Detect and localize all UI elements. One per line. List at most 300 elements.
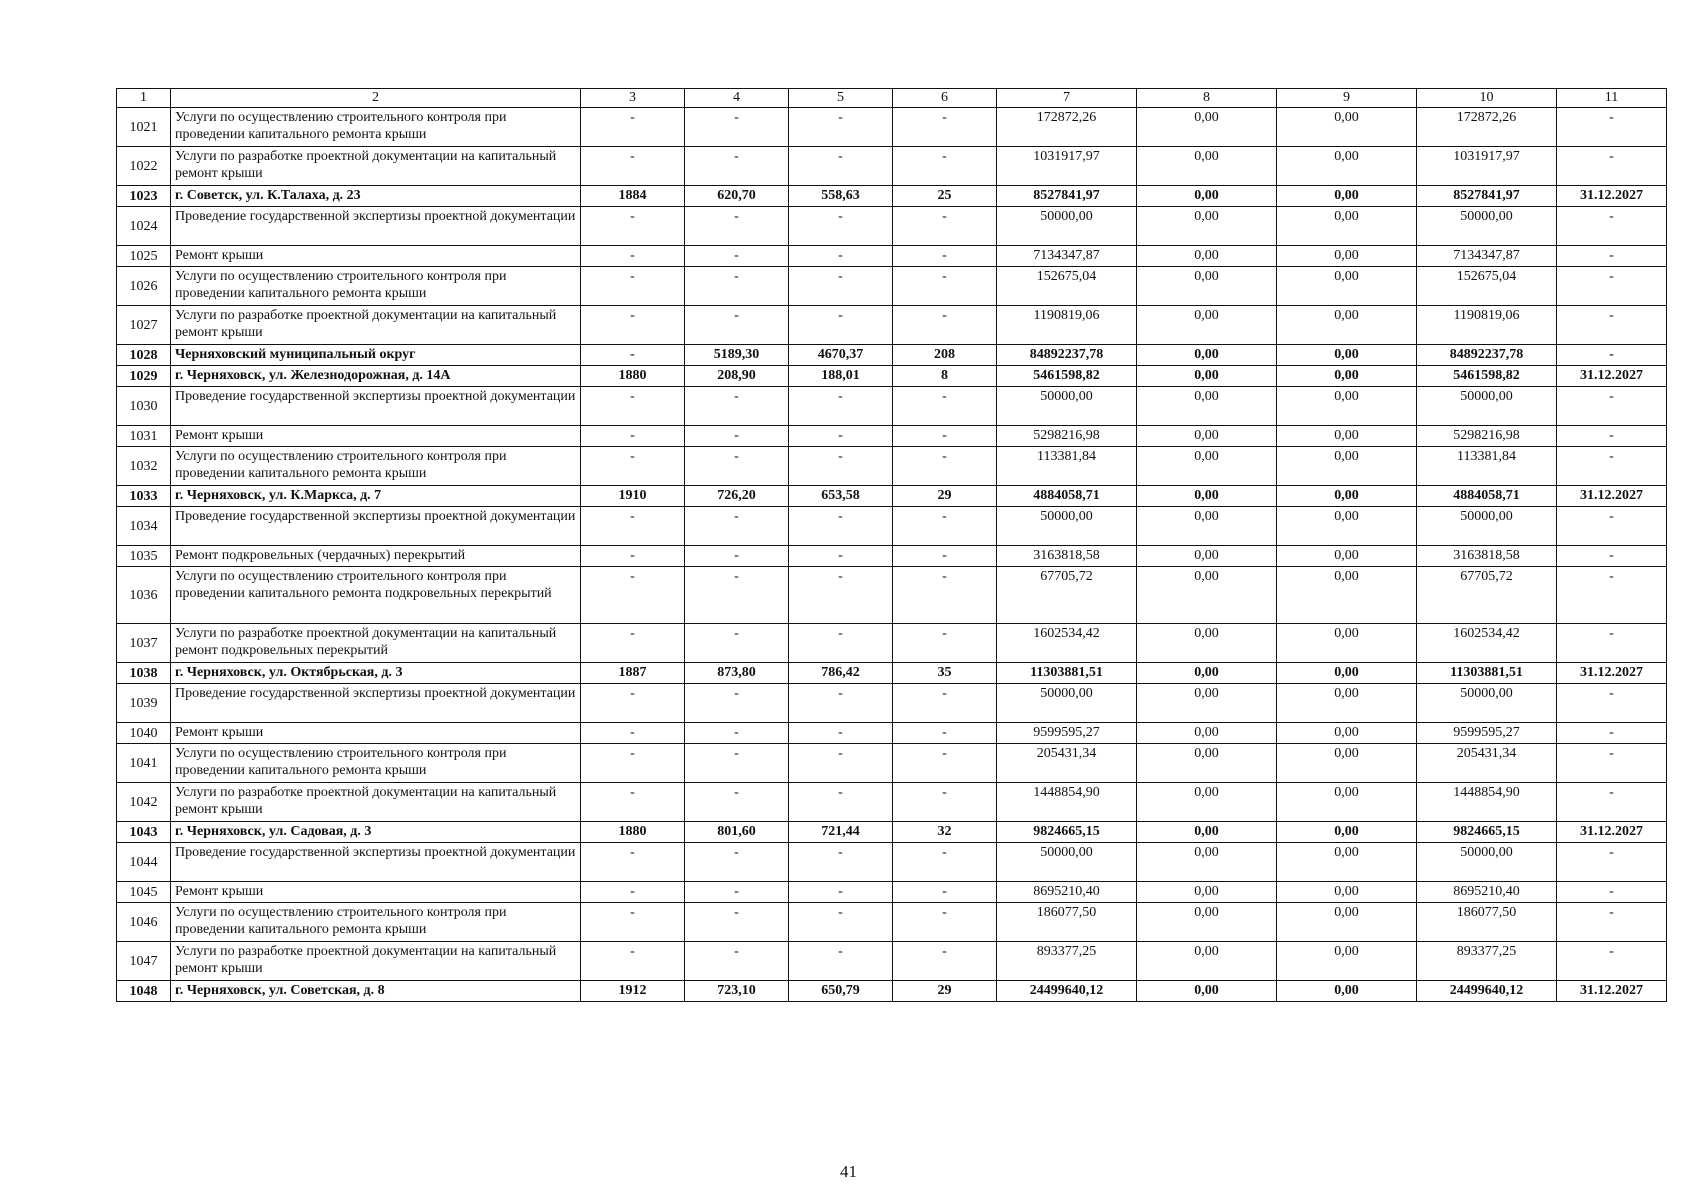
- deadline-cell: -: [1557, 147, 1667, 186]
- federal-funds-cell: 0,00: [1137, 147, 1277, 186]
- column-header: 9: [1277, 89, 1417, 108]
- row-number-cell: 1022: [117, 147, 171, 186]
- living-area-cell: -: [789, 108, 893, 147]
- regional-funds-cell: 0,00: [1277, 507, 1417, 546]
- row-number-cell: 1026: [117, 267, 171, 306]
- description-cell: г. Черняховск, ул. Железнодорожная, д. 14А: [171, 366, 581, 387]
- residents-cell: -: [893, 903, 997, 942]
- row-number-cell: 1046: [117, 903, 171, 942]
- total-cost-cell: 5298216,98: [997, 426, 1137, 447]
- living-area-cell: -: [789, 942, 893, 981]
- owner-funds-cell: 172872,26: [1417, 108, 1557, 147]
- regional-funds-cell: 0,00: [1277, 426, 1417, 447]
- row-number-cell: 1047: [117, 942, 171, 981]
- area-cell: -: [685, 723, 789, 744]
- table-row: [117, 387, 1667, 426]
- living-area-cell: -: [789, 783, 893, 822]
- description-cell: Услуги по осуществлению строительного контроля при проведении капитального ремонта крыши: [171, 903, 581, 942]
- table-row: [117, 186, 1667, 207]
- deadline-cell: -: [1557, 546, 1667, 567]
- table-row: [117, 744, 1667, 783]
- living-area-cell: -: [789, 447, 893, 486]
- deadline-cell: -: [1557, 246, 1667, 267]
- description-cell: Услуги по разработке проектной документации на капитальный ремонт крыши: [171, 306, 581, 345]
- living-area-cell: -: [789, 306, 893, 345]
- area-cell: -: [685, 447, 789, 486]
- living-area-cell: -: [789, 744, 893, 783]
- regional-funds-cell: 0,00: [1277, 903, 1417, 942]
- regional-funds-cell: 0,00: [1277, 306, 1417, 345]
- regional-funds-cell: 0,00: [1277, 108, 1417, 147]
- deadline-cell: -: [1557, 447, 1667, 486]
- area-cell: -: [685, 942, 789, 981]
- row-number-cell: 1048: [117, 981, 171, 1002]
- description-cell: Услуги по осуществлению строительного контроля при проведении капитального ремонта крыши: [171, 108, 581, 147]
- residents-cell: -: [893, 783, 997, 822]
- area-cell: -: [685, 108, 789, 147]
- residents-cell: -: [893, 447, 997, 486]
- table-row: [117, 567, 1667, 624]
- owner-funds-cell: 50000,00: [1417, 507, 1557, 546]
- regional-funds-cell: 0,00: [1277, 486, 1417, 507]
- deadline-cell: -: [1557, 843, 1667, 882]
- area-cell: -: [685, 147, 789, 186]
- total-cost-cell: 50000,00: [997, 684, 1137, 723]
- regional-funds-cell: 0,00: [1277, 882, 1417, 903]
- regional-funds-cell: 0,00: [1277, 567, 1417, 624]
- residents-cell: -: [893, 723, 997, 744]
- row-number-cell: 1023: [117, 186, 171, 207]
- year-cell: 1880: [581, 822, 685, 843]
- deadline-cell: 31.12.2027: [1557, 366, 1667, 387]
- total-cost-cell: 1031917,97: [997, 147, 1137, 186]
- year-cell: 1887: [581, 663, 685, 684]
- area-cell: -: [685, 624, 789, 663]
- row-number-cell: 1044: [117, 843, 171, 882]
- year-cell: -: [581, 267, 685, 306]
- owner-funds-cell: 152675,04: [1417, 267, 1557, 306]
- deadline-cell: 31.12.2027: [1557, 822, 1667, 843]
- federal-funds-cell: 0,00: [1137, 306, 1277, 345]
- federal-funds-cell: 0,00: [1137, 723, 1277, 744]
- deadline-cell: -: [1557, 267, 1667, 306]
- residents-cell: -: [893, 744, 997, 783]
- regional-funds-cell: 0,00: [1277, 663, 1417, 684]
- deadline-cell: -: [1557, 567, 1667, 624]
- total-cost-cell: 7134347,87: [997, 246, 1137, 267]
- table-row: [117, 822, 1667, 843]
- description-cell: Услуги по осуществлению строительного контроля при проведении капитального ремонта крыши: [171, 744, 581, 783]
- description-cell: Ремонт крыши: [171, 723, 581, 744]
- table-row: [117, 108, 1667, 147]
- owner-funds-cell: 1602534,42: [1417, 624, 1557, 663]
- total-cost-cell: 1602534,42: [997, 624, 1137, 663]
- description-cell: Проведение государственной экспертизы проектной документации: [171, 387, 581, 426]
- area-cell: 801,60: [685, 822, 789, 843]
- area-cell: 873,80: [685, 663, 789, 684]
- total-cost-cell: 893377,25: [997, 942, 1137, 981]
- owner-funds-cell: 9599595,27: [1417, 723, 1557, 744]
- federal-funds-cell: 0,00: [1137, 447, 1277, 486]
- column-header: 3: [581, 89, 685, 108]
- federal-funds-cell: 0,00: [1137, 108, 1277, 147]
- table-row: [117, 267, 1667, 306]
- description-cell: Черняховский муниципальный округ: [171, 345, 581, 366]
- residents-cell: -: [893, 306, 997, 345]
- table-row: [117, 447, 1667, 486]
- federal-funds-cell: 0,00: [1137, 822, 1277, 843]
- year-cell: -: [581, 447, 685, 486]
- residents-cell: 8: [893, 366, 997, 387]
- year-cell: -: [581, 882, 685, 903]
- description-cell: Услуги по разработке проектной документации на капитальный ремонт подкровельных перекрытий: [171, 624, 581, 663]
- page-number: 41: [840, 1162, 857, 1181]
- living-area-cell: -: [789, 723, 893, 744]
- residents-cell: -: [893, 882, 997, 903]
- deadline-cell: -: [1557, 942, 1667, 981]
- area-cell: 208,90: [685, 366, 789, 387]
- deadline-cell: -: [1557, 684, 1667, 723]
- year-cell: 1910: [581, 486, 685, 507]
- row-number-cell: 1041: [117, 744, 171, 783]
- area-cell: -: [685, 903, 789, 942]
- deadline-cell: -: [1557, 108, 1667, 147]
- table-row: [117, 903, 1667, 942]
- column-header: 4: [685, 89, 789, 108]
- residents-cell: -: [893, 567, 997, 624]
- area-cell: -: [685, 306, 789, 345]
- row-number-cell: 1037: [117, 624, 171, 663]
- row-number-cell: 1034: [117, 507, 171, 546]
- residents-cell: 32: [893, 822, 997, 843]
- row-number-cell: 1028: [117, 345, 171, 366]
- row-number-cell: 1032: [117, 447, 171, 486]
- living-area-cell: -: [789, 843, 893, 882]
- total-cost-cell: 24499640,12: [997, 981, 1137, 1002]
- description-cell: Проведение государственной экспертизы проектной документации: [171, 207, 581, 246]
- living-area-cell: -: [789, 882, 893, 903]
- deadline-cell: -: [1557, 624, 1667, 663]
- regional-funds-cell: 0,00: [1277, 207, 1417, 246]
- owner-funds-cell: 3163818,58: [1417, 546, 1557, 567]
- deadline-cell: 31.12.2027: [1557, 981, 1667, 1002]
- residents-cell: 25: [893, 186, 997, 207]
- year-cell: -: [581, 567, 685, 624]
- federal-funds-cell: 0,00: [1137, 744, 1277, 783]
- row-number-cell: 1025: [117, 246, 171, 267]
- regional-funds-cell: 0,00: [1277, 546, 1417, 567]
- area-cell: -: [685, 507, 789, 546]
- description-cell: Услуги по осуществлению строительного контроля при проведении капитального ремонта крыши: [171, 447, 581, 486]
- owner-funds-cell: 4884058,71: [1417, 486, 1557, 507]
- deadline-cell: -: [1557, 783, 1667, 822]
- total-cost-cell: 50000,00: [997, 843, 1137, 882]
- regional-funds-cell: 0,00: [1277, 366, 1417, 387]
- year-cell: -: [581, 624, 685, 663]
- table-row: [117, 147, 1667, 186]
- federal-funds-cell: 0,00: [1137, 345, 1277, 366]
- area-cell: -: [685, 207, 789, 246]
- federal-funds-cell: 0,00: [1137, 426, 1277, 447]
- owner-funds-cell: 893377,25: [1417, 942, 1557, 981]
- area-cell: -: [685, 387, 789, 426]
- deadline-cell: -: [1557, 744, 1667, 783]
- living-area-cell: 650,79: [789, 981, 893, 1002]
- living-area-cell: -: [789, 567, 893, 624]
- living-area-cell: -: [789, 546, 893, 567]
- living-area-cell: 4670,37: [789, 345, 893, 366]
- description-cell: г. Советск, ул. К.Талаха, д. 23: [171, 186, 581, 207]
- total-cost-cell: 67705,72: [997, 567, 1137, 624]
- federal-funds-cell: 0,00: [1137, 624, 1277, 663]
- table-row: [117, 246, 1667, 267]
- area-cell: 726,20: [685, 486, 789, 507]
- total-cost-cell: 172872,26: [997, 108, 1137, 147]
- federal-funds-cell: 0,00: [1137, 567, 1277, 624]
- owner-funds-cell: 186077,50: [1417, 903, 1557, 942]
- owner-funds-cell: 5298216,98: [1417, 426, 1557, 447]
- column-header: 5: [789, 89, 893, 108]
- area-cell: 620,70: [685, 186, 789, 207]
- deadline-cell: -: [1557, 387, 1667, 426]
- regional-funds-cell: 0,00: [1277, 723, 1417, 744]
- year-cell: -: [581, 108, 685, 147]
- owner-funds-cell: 50000,00: [1417, 684, 1557, 723]
- federal-funds-cell: 0,00: [1137, 507, 1277, 546]
- federal-funds-cell: 0,00: [1137, 942, 1277, 981]
- residents-cell: 208: [893, 345, 997, 366]
- description-cell: г. Черняховск, ул. Советская, д. 8: [171, 981, 581, 1002]
- document-table: [116, 88, 1667, 1002]
- row-number-cell: 1029: [117, 366, 171, 387]
- residents-cell: -: [893, 426, 997, 447]
- total-cost-cell: 9599595,27: [997, 723, 1137, 744]
- table-row: [117, 882, 1667, 903]
- residents-cell: -: [893, 624, 997, 663]
- regional-funds-cell: 0,00: [1277, 744, 1417, 783]
- total-cost-cell: 4884058,71: [997, 486, 1137, 507]
- year-cell: -: [581, 723, 685, 744]
- description-cell: Ремонт подкровельных (чердачных) перекрытий: [171, 546, 581, 567]
- description-cell: Услуги по осуществлению строительного контроля при проведении капитального ремонта подкровельных перекрытий: [171, 567, 581, 624]
- owner-funds-cell: 1190819,06: [1417, 306, 1557, 345]
- owner-funds-cell: 84892237,78: [1417, 345, 1557, 366]
- living-area-cell: 188,01: [789, 366, 893, 387]
- living-area-cell: -: [789, 267, 893, 306]
- deadline-cell: -: [1557, 882, 1667, 903]
- table-row: [117, 507, 1667, 546]
- total-cost-cell: 3163818,58: [997, 546, 1137, 567]
- deadline-cell: -: [1557, 306, 1667, 345]
- year-cell: -: [581, 147, 685, 186]
- area-cell: 723,10: [685, 981, 789, 1002]
- total-cost-cell: 9824665,15: [997, 822, 1137, 843]
- row-number-cell: 1036: [117, 567, 171, 624]
- table-row: [117, 723, 1667, 744]
- federal-funds-cell: 0,00: [1137, 546, 1277, 567]
- total-cost-cell: 186077,50: [997, 903, 1137, 942]
- regional-funds-cell: 0,00: [1277, 684, 1417, 723]
- area-cell: -: [685, 267, 789, 306]
- total-cost-cell: 84892237,78: [997, 345, 1137, 366]
- description-cell: Проведение государственной экспертизы проектной документации: [171, 507, 581, 546]
- living-area-cell: 721,44: [789, 822, 893, 843]
- living-area-cell: -: [789, 207, 893, 246]
- regional-funds-cell: 0,00: [1277, 942, 1417, 981]
- deadline-cell: -: [1557, 903, 1667, 942]
- regional-funds-cell: 0,00: [1277, 624, 1417, 663]
- area-cell: 5189,30: [685, 345, 789, 366]
- living-area-cell: -: [789, 624, 893, 663]
- description-cell: Услуги по разработке проектной документации на капитальный ремонт крыши: [171, 147, 581, 186]
- table-row: [117, 624, 1667, 663]
- table-row: [117, 783, 1667, 822]
- living-area-cell: -: [789, 426, 893, 447]
- table-row: [117, 486, 1667, 507]
- living-area-cell: -: [789, 147, 893, 186]
- owner-funds-cell: 1448854,90: [1417, 783, 1557, 822]
- area-cell: -: [685, 546, 789, 567]
- deadline-cell: 31.12.2027: [1557, 663, 1667, 684]
- description-cell: Проведение государственной экспертизы проектной документации: [171, 684, 581, 723]
- residents-cell: 29: [893, 486, 997, 507]
- table-row: [117, 843, 1667, 882]
- living-area-cell: -: [789, 507, 893, 546]
- year-cell: -: [581, 744, 685, 783]
- year-cell: -: [581, 546, 685, 567]
- row-number-cell: 1033: [117, 486, 171, 507]
- owner-funds-cell: 11303881,51: [1417, 663, 1557, 684]
- owner-funds-cell: 8695210,40: [1417, 882, 1557, 903]
- regional-funds-cell: 0,00: [1277, 387, 1417, 426]
- year-cell: -: [581, 345, 685, 366]
- table-row: [117, 426, 1667, 447]
- total-cost-cell: 11303881,51: [997, 663, 1137, 684]
- total-cost-cell: 5461598,82: [997, 366, 1137, 387]
- deadline-cell: -: [1557, 207, 1667, 246]
- row-number-cell: 1040: [117, 723, 171, 744]
- owner-funds-cell: 113381,84: [1417, 447, 1557, 486]
- row-number-cell: 1045: [117, 882, 171, 903]
- federal-funds-cell: 0,00: [1137, 903, 1277, 942]
- owner-funds-cell: 50000,00: [1417, 207, 1557, 246]
- residents-cell: -: [893, 507, 997, 546]
- residents-cell: -: [893, 108, 997, 147]
- area-cell: -: [685, 684, 789, 723]
- header-row: [117, 89, 1667, 108]
- area-cell: -: [685, 843, 789, 882]
- regional-funds-cell: 0,00: [1277, 447, 1417, 486]
- living-area-cell: -: [789, 246, 893, 267]
- regional-funds-cell: 0,00: [1277, 843, 1417, 882]
- description-cell: г. Черняховск, ул. К.Маркса, д. 7: [171, 486, 581, 507]
- description-cell: Ремонт крыши: [171, 882, 581, 903]
- federal-funds-cell: 0,00: [1137, 246, 1277, 267]
- description-cell: Ремонт крыши: [171, 246, 581, 267]
- residents-cell: -: [893, 684, 997, 723]
- living-area-cell: 653,58: [789, 486, 893, 507]
- federal-funds-cell: 0,00: [1137, 843, 1277, 882]
- description-cell: Услуги по разработке проектной документации на капитальный ремонт крыши: [171, 942, 581, 981]
- table-header: [117, 89, 1667, 108]
- description-cell: г. Черняховск, ул. Садовая, д. 3: [171, 822, 581, 843]
- row-number-cell: 1042: [117, 783, 171, 822]
- residents-cell: 29: [893, 981, 997, 1002]
- year-cell: -: [581, 843, 685, 882]
- federal-funds-cell: 0,00: [1137, 186, 1277, 207]
- row-number-cell: 1031: [117, 426, 171, 447]
- column-header: 1: [117, 89, 171, 108]
- total-cost-cell: 152675,04: [997, 267, 1137, 306]
- row-number-cell: 1039: [117, 684, 171, 723]
- owner-funds-cell: 67705,72: [1417, 567, 1557, 624]
- total-cost-cell: 1448854,90: [997, 783, 1137, 822]
- area-cell: -: [685, 744, 789, 783]
- living-area-cell: 558,63: [789, 186, 893, 207]
- year-cell: -: [581, 684, 685, 723]
- column-header: 8: [1137, 89, 1277, 108]
- regional-funds-cell: 0,00: [1277, 186, 1417, 207]
- year-cell: 1912: [581, 981, 685, 1002]
- total-cost-cell: 113381,84: [997, 447, 1137, 486]
- year-cell: 1884: [581, 186, 685, 207]
- federal-funds-cell: 0,00: [1137, 882, 1277, 903]
- table-body: [117, 108, 1667, 1002]
- year-cell: -: [581, 306, 685, 345]
- residents-cell: -: [893, 246, 997, 267]
- row-number-cell: 1030: [117, 387, 171, 426]
- regional-funds-cell: 0,00: [1277, 267, 1417, 306]
- regional-funds-cell: 0,00: [1277, 147, 1417, 186]
- year-cell: 1880: [581, 366, 685, 387]
- deadline-cell: -: [1557, 426, 1667, 447]
- row-number-cell: 1027: [117, 306, 171, 345]
- table-row: [117, 684, 1667, 723]
- table-row: [117, 981, 1667, 1002]
- deadline-cell: -: [1557, 345, 1667, 366]
- area-cell: -: [685, 567, 789, 624]
- regional-funds-cell: 0,00: [1277, 981, 1417, 1002]
- deadline-cell: -: [1557, 723, 1667, 744]
- residents-cell: -: [893, 207, 997, 246]
- living-area-cell: -: [789, 903, 893, 942]
- residents-cell: -: [893, 546, 997, 567]
- column-header: 11: [1557, 89, 1667, 108]
- owner-funds-cell: 50000,00: [1417, 843, 1557, 882]
- owner-funds-cell: 9824665,15: [1417, 822, 1557, 843]
- total-cost-cell: 1190819,06: [997, 306, 1137, 345]
- description-cell: Услуги по осуществлению строительного контроля при проведении капитального ремонта крыши: [171, 267, 581, 306]
- row-number-cell: 1024: [117, 207, 171, 246]
- description-cell: Услуги по разработке проектной документации на капитальный ремонт крыши: [171, 783, 581, 822]
- description-cell: Ремонт крыши: [171, 426, 581, 447]
- regional-funds-cell: 0,00: [1277, 783, 1417, 822]
- table-row: [117, 663, 1667, 684]
- year-cell: -: [581, 207, 685, 246]
- living-area-cell: -: [789, 684, 893, 723]
- residents-cell: -: [893, 843, 997, 882]
- row-number-cell: 1038: [117, 663, 171, 684]
- regional-funds-cell: 0,00: [1277, 822, 1417, 843]
- federal-funds-cell: 0,00: [1137, 366, 1277, 387]
- living-area-cell: -: [789, 387, 893, 426]
- owner-funds-cell: 50000,00: [1417, 387, 1557, 426]
- federal-funds-cell: 0,00: [1137, 387, 1277, 426]
- federal-funds-cell: 0,00: [1137, 486, 1277, 507]
- federal-funds-cell: 0,00: [1137, 981, 1277, 1002]
- table-row: [117, 942, 1667, 981]
- table-row: [117, 345, 1667, 366]
